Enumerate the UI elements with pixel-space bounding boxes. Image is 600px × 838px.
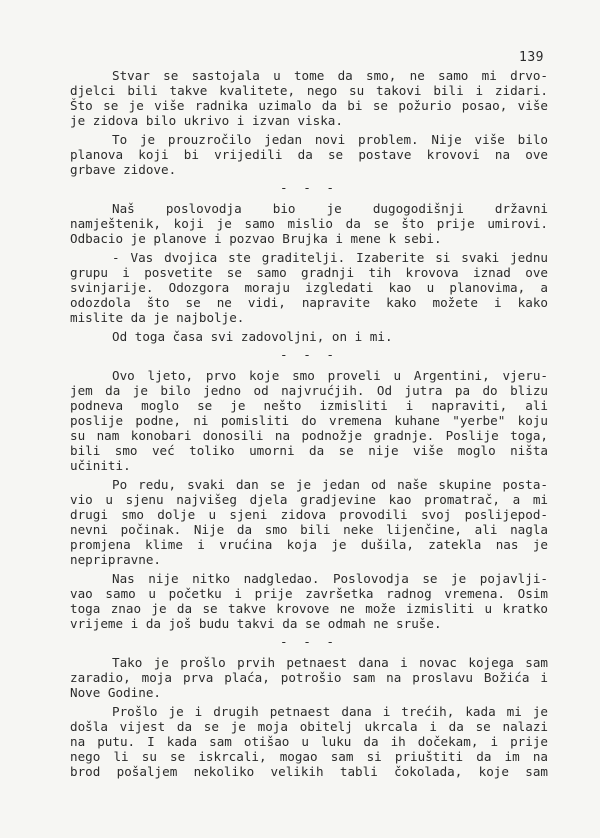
text-line: nevni počinak. Nije da smo bili neke lijenčine, ali nagla: [70, 522, 548, 537]
text-line: Po redu, svaki dan se je jedan od naše skupine posta-: [112, 477, 548, 492]
text-line: odozdola što se ne vidi, napravite kako možete i kako: [70, 295, 548, 310]
text-line: Prošlo je i drugih petnaest dana i trećih, kada mi je: [112, 704, 548, 719]
text-line: nego li su se iskrcali, mogao sam si priuštiti da im na: [70, 749, 548, 764]
text-line: promjena klime i vrućina koja je dušila, zatekla nas je: [70, 537, 548, 552]
text-line: poslije podne, ni pomisliti do vremena kuhane "yerbe" koju: [70, 413, 548, 428]
text-line: grupu i posvetite se samo gradnji tih krovova iznad ove: [70, 265, 548, 280]
text-line: Što se je više radnika uzimalo da bi se požurio posao, više: [70, 98, 548, 113]
text-line: drugi smo dolje u sjeni zidova provodili svoj poslijepod-: [70, 507, 548, 522]
text-line: namještenik, koji je samo mislio da se što prije umirovi.: [70, 216, 548, 231]
text-line: Naš poslovodja bio je dugogodišnji državni: [112, 201, 548, 216]
text-line: Tako je prošlo prvih petnaest dana i novac kojega sam: [112, 655, 548, 670]
paragraph: [70, 477, 548, 567]
paragraph: [70, 368, 548, 473]
paragraph: [70, 704, 548, 779]
text-line: došla vijest da se je moja obitelj ukrcala i da se nalazi: [70, 719, 548, 734]
text-line: su nam konobari donosili na podnožje gradnje. Poslije toga,: [70, 428, 548, 443]
text-line: nepripravne.: [70, 552, 161, 567]
text-line: planova koji bi vrijedili da se postave krovovi na ove: [70, 147, 548, 162]
text-line: grbave zidove.: [70, 162, 177, 177]
text-line: vrijeme i da još budu takvi da se odmah ne sruše.: [70, 616, 442, 631]
text-line: Nas nije nitko nadgledao. Poslovodja se je pojavlji-: [112, 571, 548, 586]
text-line: učiniti.: [70, 458, 131, 473]
text-line: brod pošaljem nekoliko velikih tabli čokolada, koje sam: [70, 764, 548, 779]
paragraph: [70, 250, 548, 325]
paragraph: [70, 68, 548, 128]
section-separator: - - -: [280, 347, 338, 362]
paragraph: [70, 201, 548, 246]
paragraph: [70, 571, 548, 631]
section-separator: - - -: [280, 180, 338, 195]
body-text: [70, 68, 548, 783]
section-separator: - - -: [280, 634, 338, 649]
text-line: toga znao je da se takve krovove ne može izmisliti u kratko: [70, 601, 548, 616]
text-line: zaradio, moja prva plaća, potrošio sam na proslavu Božića i: [70, 670, 548, 685]
text-line: Od toga časa svi zadovoljni, on i mi.: [112, 329, 393, 344]
paragraph: [70, 132, 548, 177]
paragraph: [70, 329, 548, 344]
text-line: vio u sjenu najvišeg djela gradjevine kao promatrač, a mi: [70, 492, 548, 507]
text-line: Nove Godine.: [70, 685, 161, 700]
text-line: Stvar se sastojala u tome da smo, ne samo mi drvo-: [112, 68, 548, 83]
text-line: bili smo već toliko umorni da se nije više moglo ništa: [70, 443, 548, 458]
text-line: To je prouzročilo jedan novi problem. Nije više bilo: [112, 132, 548, 147]
text-line: Odbacio je planove i pozvao Brujka i mene k sebi.: [70, 231, 442, 246]
page-number: 139: [519, 50, 544, 65]
text-line: na putu. I kada sam otišao u luku da ih dočekam, i prije: [70, 734, 548, 749]
text-line: jem da je bilo jedno od najvrućjih. Od jutra pa do blizu: [70, 383, 548, 398]
text-line: djelci bili takve kvalitete, nego su takovi bili i zidari.: [70, 83, 548, 98]
text-line: Ovo ljeto, prvo koje smo proveli u Argentini, vjeru-: [112, 368, 548, 383]
text-line: podneva moglo se je nešto izmisliti i napraviti, ali: [70, 398, 548, 413]
text-line: je zidova bilo ukrivo i izvan viska.: [70, 113, 343, 128]
paragraph: [70, 655, 548, 700]
text-line: svinjarije. Odozgora moraju izgledati kao u planovima, a: [70, 280, 548, 295]
text-line: vao samo u početku i prije završetka radnog vremena. Osim: [70, 586, 548, 601]
text-line: mislite da je najbolje.: [70, 310, 245, 325]
text-line: - Vas dvojica ste graditelji. Izaberite si svaki jednu: [112, 250, 548, 265]
